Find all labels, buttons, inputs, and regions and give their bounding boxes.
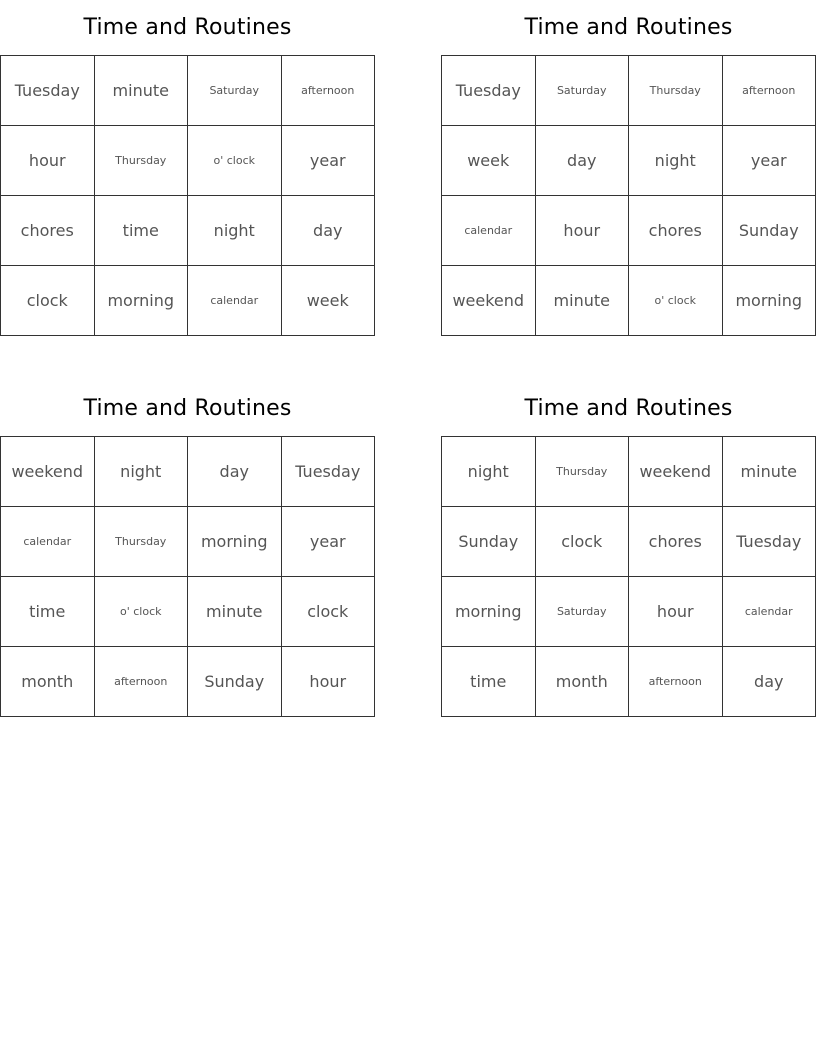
card-title: Time and Routines xyxy=(524,15,733,40)
bingo-cell: morning xyxy=(442,577,536,647)
bingo-cell: minute xyxy=(95,56,189,126)
bingo-card-1 xyxy=(0,0,375,336)
bingo-cell: week xyxy=(442,126,536,196)
bingo-cell: chores xyxy=(629,196,723,266)
bingo-cell: minute xyxy=(188,577,282,647)
bingo-cell: afternoon xyxy=(95,647,189,717)
bingo-cell: Tuesday xyxy=(723,507,816,577)
bingo-cell: Thursday xyxy=(629,56,723,126)
bingo-cell: morning xyxy=(95,266,189,336)
bingo-cell: Sunday xyxy=(442,507,536,577)
bingo-cell: hour xyxy=(1,126,95,196)
bingo-cell: calendar xyxy=(1,507,95,577)
bingo-cell: time xyxy=(1,577,95,647)
bingo-card-2 xyxy=(441,0,816,336)
bingo-cell: year xyxy=(723,126,816,196)
bingo-cell: weekend xyxy=(629,437,723,507)
bingo-cell: hour xyxy=(536,196,630,266)
bingo-cell: Thursday xyxy=(95,507,189,577)
bingo-cell: clock xyxy=(536,507,630,577)
bingo-cell: week xyxy=(282,266,376,336)
card-title: Time and Routines xyxy=(83,396,292,421)
bingo-cell: hour xyxy=(282,647,376,717)
bingo-grid xyxy=(441,55,816,336)
bingo-cell: afternoon xyxy=(629,647,723,717)
bingo-cell: Tuesday xyxy=(282,437,376,507)
bingo-cell: Sunday xyxy=(723,196,816,266)
bingo-card-3 xyxy=(0,381,375,717)
bingo-cell: Tuesday xyxy=(1,56,95,126)
bingo-cell: afternoon xyxy=(282,56,376,126)
bingo-cell: o' clock xyxy=(95,577,189,647)
bingo-cell: minute xyxy=(723,437,816,507)
card-title: Time and Routines xyxy=(83,15,292,40)
bingo-cell: month xyxy=(1,647,95,717)
bingo-cell: day xyxy=(536,126,630,196)
bingo-cell: Sunday xyxy=(188,647,282,717)
bingo-cell: minute xyxy=(536,266,630,336)
bingo-cell: Saturday xyxy=(536,56,630,126)
bingo-cell: clock xyxy=(282,577,376,647)
bingo-grid xyxy=(0,436,375,717)
bingo-grid xyxy=(0,55,375,336)
bingo-cell: calendar xyxy=(442,196,536,266)
bingo-cell: hour xyxy=(629,577,723,647)
bingo-cell: day xyxy=(188,437,282,507)
bingo-cell: Saturday xyxy=(536,577,630,647)
bingo-cell: clock xyxy=(1,266,95,336)
card-title: Time and Routines xyxy=(524,396,733,421)
bingo-cell: day xyxy=(723,647,816,717)
bingo-cell: calendar xyxy=(723,577,816,647)
bingo-cell: o' clock xyxy=(188,126,282,196)
bingo-cell: morning xyxy=(723,266,816,336)
bingo-cell: afternoon xyxy=(723,56,816,126)
bingo-cell: o' clock xyxy=(629,266,723,336)
bingo-cell: year xyxy=(282,126,376,196)
bingo-cell: Thursday xyxy=(95,126,189,196)
bingo-cell: night xyxy=(188,196,282,266)
bingo-cell: night xyxy=(442,437,536,507)
bingo-cell: time xyxy=(95,196,189,266)
bingo-cell: day xyxy=(282,196,376,266)
bingo-cell: night xyxy=(95,437,189,507)
bingo-cell: night xyxy=(629,126,723,196)
bingo-grid xyxy=(441,436,816,717)
bingo-cell: calendar xyxy=(188,266,282,336)
bingo-cell: chores xyxy=(629,507,723,577)
bingo-cell: chores xyxy=(1,196,95,266)
bingo-cell: Tuesday xyxy=(442,56,536,126)
bingo-cell: year xyxy=(282,507,376,577)
bingo-cell: weekend xyxy=(1,437,95,507)
bingo-cell: Thursday xyxy=(536,437,630,507)
bingo-card-4 xyxy=(441,381,816,717)
bingo-cell: Saturday xyxy=(188,56,282,126)
bingo-cell: weekend xyxy=(442,266,536,336)
bingo-cell: time xyxy=(442,647,536,717)
bingo-cell: morning xyxy=(188,507,282,577)
bingo-cell: month xyxy=(536,647,630,717)
